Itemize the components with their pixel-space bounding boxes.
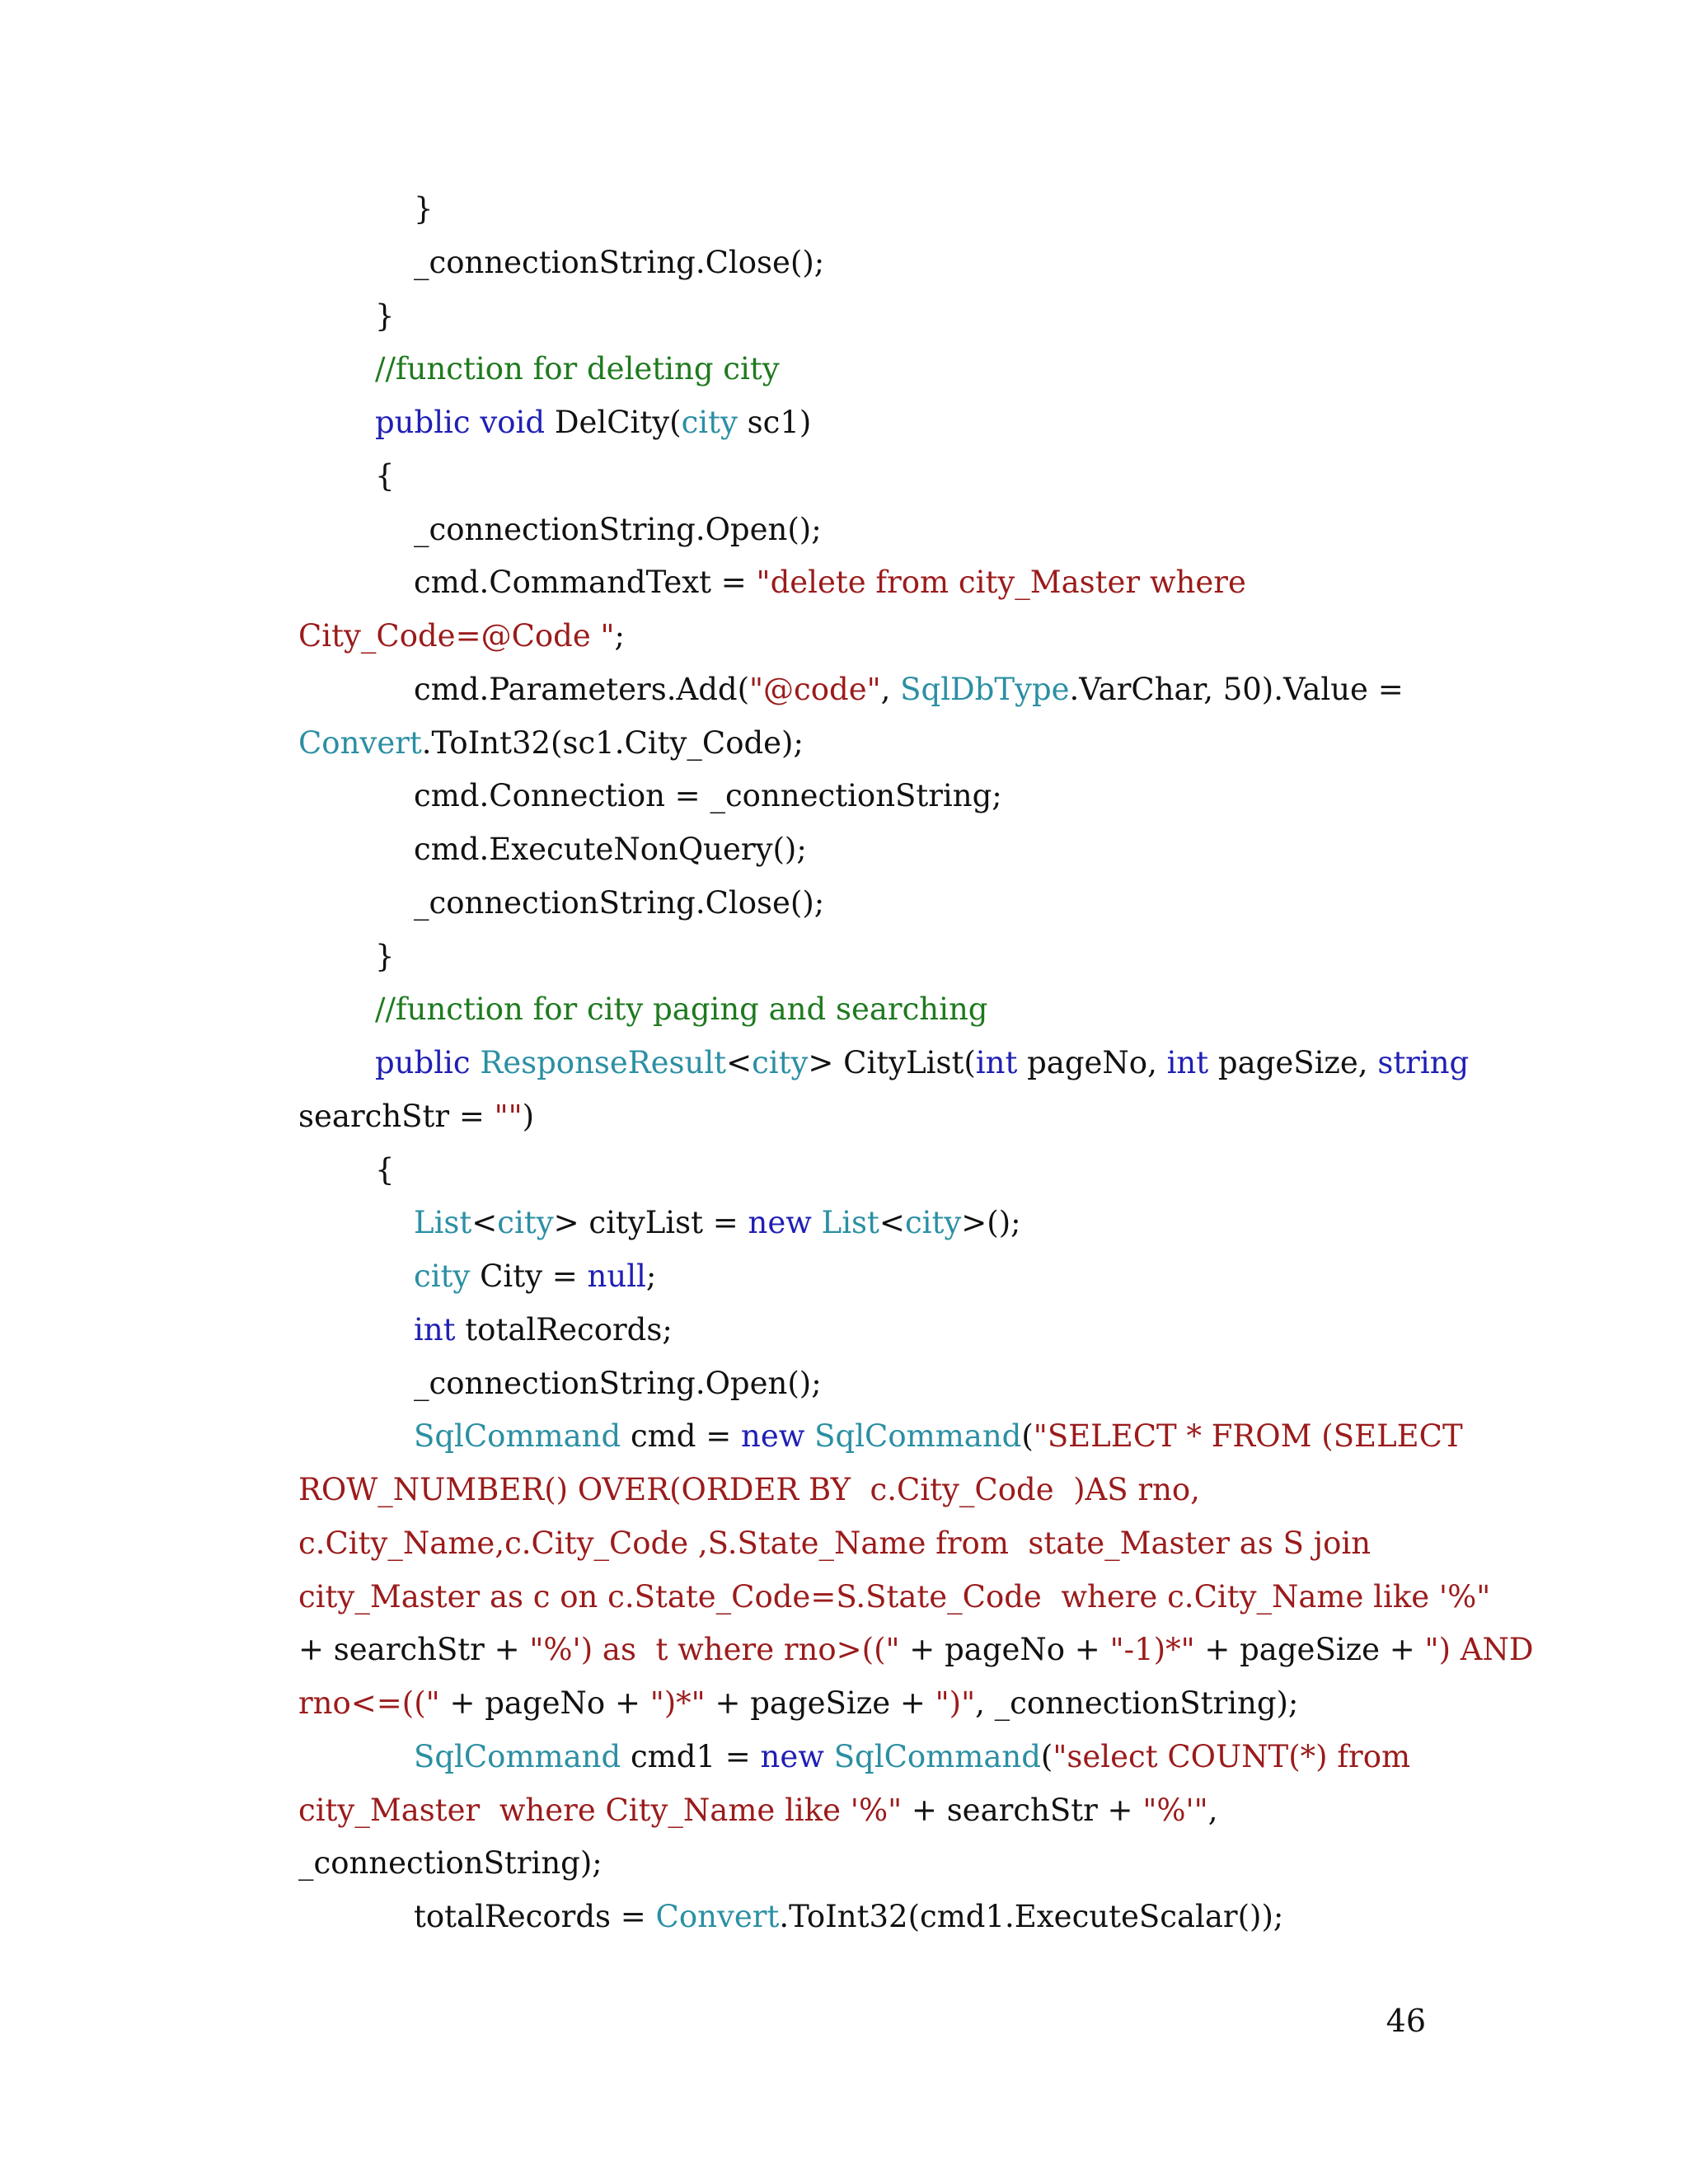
code-text: _connectionString);: [298, 1845, 603, 1882]
code-line: [0, 1624, 1688, 1677]
code-text: .VarChar, 50).Value =: [1069, 671, 1404, 707]
code-text: + pageNo +: [899, 1632, 1110, 1668]
code-text: [812, 1205, 822, 1240]
code-text: searchStr =: [298, 1098, 495, 1134]
code-line: [0, 1784, 1688, 1838]
code-string: city_Master as c on c.State_Code=S.State_Code where c.City_Name like '%": [298, 1578, 1491, 1615]
code-text: _connectionString.Open();: [414, 1365, 822, 1401]
code-line: [0, 1357, 1688, 1411]
code-text: + searchStr +: [902, 1792, 1143, 1828]
code-text: totalRecords;: [455, 1311, 673, 1347]
code-string: ")*": [649, 1685, 706, 1721]
code-line: [0, 717, 1688, 771]
code-text: cmd =: [621, 1418, 741, 1455]
code-line: [0, 1837, 1688, 1891]
code-text: <: [726, 1045, 753, 1080]
code-line: [0, 1197, 1688, 1250]
code-text: + pageSize +: [705, 1685, 935, 1721]
code-string: city_Master where City_Name like '%": [298, 1792, 903, 1828]
code-string: ")": [935, 1685, 976, 1721]
code-text: pageNo,: [1017, 1045, 1167, 1080]
code-line: [0, 396, 1688, 450]
code-text: (: [1040, 1738, 1053, 1774]
code-line: [0, 556, 1688, 610]
code-text: , _connectionString);: [975, 1685, 1299, 1721]
code-line: [0, 1677, 1688, 1731]
code-keyword: public: [375, 405, 471, 440]
code-line: [0, 343, 1688, 396]
code-text: ,: [880, 671, 901, 707]
code-text: sc1): [737, 405, 812, 440]
code-type: SqlCommand: [414, 1418, 621, 1455]
code-text: <: [471, 1205, 498, 1241]
code-text: _connectionString.Close();: [414, 884, 825, 921]
code-line: [0, 823, 1688, 877]
code-text: ): [522, 1098, 535, 1134]
code-text: > CityList(: [808, 1045, 976, 1080]
code-type: Convert: [655, 1899, 780, 1934]
code-keyword: new: [740, 1418, 805, 1455]
code-text: > cityList =: [553, 1205, 748, 1241]
code-text: cmd.Connection = _connectionString;: [414, 778, 1002, 814]
code-text: ,: [1207, 1792, 1218, 1828]
code-keyword: null: [587, 1258, 646, 1294]
code-keyword: public: [375, 1045, 471, 1080]
code-type: SqlCommand: [814, 1418, 1022, 1455]
code-keyword: new: [748, 1205, 812, 1241]
code-string: "delete from city_Master where: [756, 565, 1246, 601]
code-type: city: [497, 1205, 554, 1241]
code-line: [0, 183, 1688, 237]
code-string: "@code": [749, 671, 881, 707]
code-string: "%'": [1142, 1792, 1208, 1828]
code-text: [824, 1739, 834, 1774]
code-text: cmd.ExecuteNonQuery();: [414, 832, 807, 867]
code-keyword: int: [1166, 1045, 1209, 1080]
code-text: <: [879, 1205, 905, 1241]
code-listing: [0, 183, 1688, 1944]
code-text: >();: [961, 1205, 1021, 1241]
code-string: rno<=((": [298, 1685, 440, 1721]
code-line: [0, 237, 1688, 290]
code-keyword: string: [1377, 1045, 1470, 1080]
code-type: SqlCommand: [414, 1738, 621, 1774]
code-string: ROW_NUMBER() OVER(ORDER BY c.City_Code )AS rno,: [298, 1472, 1200, 1507]
code-type: city: [904, 1205, 962, 1241]
code-type: ResponseResult: [480, 1045, 727, 1080]
code-type: SqlCommand: [833, 1738, 1041, 1774]
code-text: + searchStr +: [298, 1632, 530, 1668]
code-line: [0, 1891, 1688, 1944]
code-line: [0, 504, 1688, 557]
code-line: [0, 930, 1688, 984]
code-line: [0, 1037, 1688, 1090]
code-type: List: [414, 1205, 472, 1241]
code-line: [0, 663, 1688, 717]
code-line: [0, 1517, 1688, 1571]
code-type: city: [681, 405, 738, 440]
code-text: cmd1 =: [621, 1738, 761, 1774]
code-text: City =: [470, 1258, 588, 1294]
code-comment: //function for city paging and searching: [375, 991, 988, 1028]
code-line: [0, 1571, 1688, 1624]
code-line: [0, 610, 1688, 663]
code-type: city: [414, 1258, 471, 1294]
code-line: [0, 877, 1688, 930]
code-text: }: [375, 298, 395, 334]
code-text: }: [414, 191, 434, 227]
code-type: city: [752, 1045, 809, 1080]
code-string: "%') as t where rno>((": [529, 1632, 900, 1668]
code-line: [0, 1090, 1688, 1144]
code-string: "-1)*": [1109, 1632, 1195, 1668]
code-string: City_Code=@Code ": [298, 618, 615, 654]
code-text: cmd.CommandText =: [414, 565, 757, 601]
code-text: [804, 1418, 814, 1454]
code-text: [471, 405, 481, 440]
code-text: DelCity(: [545, 405, 682, 440]
code-text: pageSize,: [1208, 1045, 1378, 1080]
code-line: [0, 770, 1688, 823]
code-line: [0, 1144, 1688, 1197]
code-text: ;: [645, 1258, 657, 1294]
code-line: [0, 290, 1688, 344]
code-text: + pageNo +: [439, 1685, 650, 1721]
code-keyword: void: [480, 405, 546, 440]
code-keyword: new: [760, 1738, 824, 1774]
code-text: .ToInt32(cmd1.ExecuteScalar());: [779, 1899, 1284, 1934]
code-keyword: int: [975, 1045, 1018, 1080]
code-keyword: int: [414, 1311, 456, 1347]
code-line: [0, 1731, 1688, 1784]
code-comment: //function for deleting city: [375, 351, 780, 387]
code-text: ;: [614, 618, 626, 654]
code-line: [0, 1464, 1688, 1517]
code-type: SqlDbType: [900, 671, 1070, 707]
code-text: cmd.Parameters.Add(: [414, 671, 749, 707]
code-line: [0, 450, 1688, 504]
code-line: [0, 1304, 1688, 1357]
code-string: c.City_Name,c.City_Code ,S.State_Name from state_Master as S join: [298, 1525, 1372, 1561]
code-text: _connectionString.Open();: [414, 511, 822, 547]
code-string: "": [494, 1098, 523, 1134]
code-string: ") AND: [1424, 1632, 1534, 1668]
code-line: [0, 1410, 1688, 1464]
code-text: (: [1021, 1418, 1034, 1455]
code-text: }: [375, 938, 395, 974]
code-text: _connectionString.Close();: [414, 244, 825, 280]
page-number: 46: [1386, 2003, 1426, 2039]
code-text: {: [375, 1151, 395, 1188]
code-string: "SELECT * FROM (SELECT: [1033, 1418, 1463, 1455]
code-text: totalRecords =: [414, 1899, 656, 1934]
code-text: + pageSize +: [1194, 1632, 1425, 1668]
code-line: [0, 983, 1688, 1037]
code-text: .ToInt32(sc1.City_Code);: [421, 724, 804, 761]
code-text: {: [375, 457, 395, 494]
code-text: [471, 1045, 481, 1080]
code-string: "select COUNT(*) from: [1053, 1738, 1411, 1774]
code-line: [0, 1250, 1688, 1304]
code-type: Convert: [298, 724, 422, 761]
code-type: List: [821, 1205, 879, 1241]
